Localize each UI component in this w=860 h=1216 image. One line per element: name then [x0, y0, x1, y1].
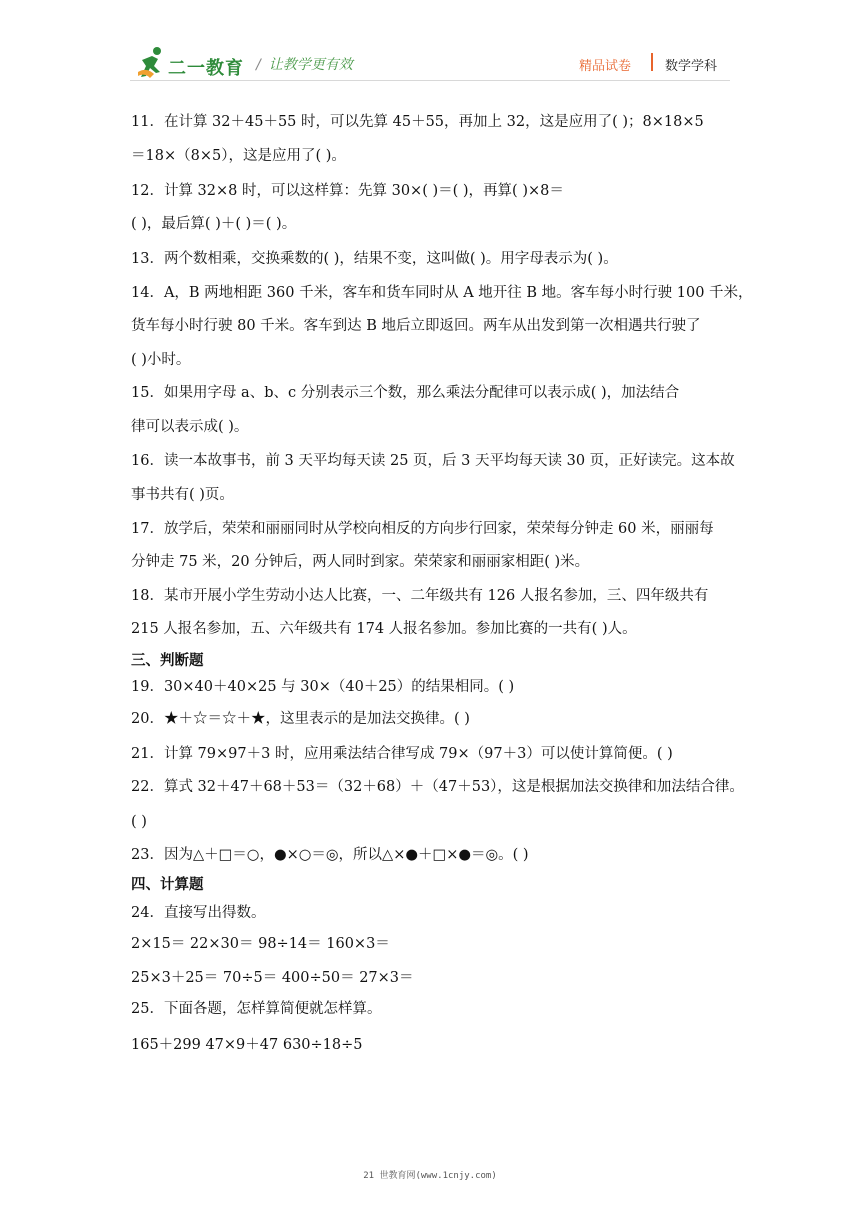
page-header	[0, 0, 860, 90]
question-line: 17．放学后，荣荣和丽丽同时从学校向相反的方向步行回家，荣荣每分钟走 60 米，丽丽每	[131, 521, 714, 537]
slogan-text: 让教学更有效	[268, 57, 353, 73]
question-line: 货车每小时行驶 80 千米。客车到达 B 地后立即返回。两车从出发到第一次相遇共行驶了	[131, 318, 701, 334]
paper-tag: 精品试卷	[579, 59, 632, 74]
brand-name: 二一教育	[168, 58, 244, 79]
question-line: 事书共有( )页。	[131, 487, 234, 503]
slogan: / 让教学更有效	[256, 57, 353, 73]
section-heading: 四、计算题	[131, 877, 204, 893]
question-line: ( )，最后算( )＋( )＝( )。	[131, 216, 297, 232]
tag-divider	[651, 53, 653, 71]
question-line: 25×3＋25＝ 70÷5＝ 400÷50＝ 27×3＝	[131, 970, 414, 986]
question-line: 23．因为△＋□＝○，●×○＝◎，所以△×●＋□×●＝◎。( )	[131, 847, 529, 863]
runner-icon	[136, 46, 166, 80]
question-line: 18．某市开展小学生劳动小达人比赛，一、二年级共有 126 人报名参加，三、四年级共有	[131, 588, 709, 604]
question-line: ＝18×（8×5），这是应用了( )。	[131, 148, 346, 164]
question-line: 24．直接写出得数。	[131, 905, 266, 921]
header-rule	[130, 80, 730, 81]
question-line: 215 人报名参加，五、六年级共有 174 人报名参加。参加比赛的一共有( )人。	[131, 621, 637, 637]
question-line: 律可以表示成( )。	[131, 419, 249, 435]
question-line: 11．在计算 32＋45＋55 时，可以先算 45＋55，再加上 32，这是应用了( )；8×18×5	[131, 114, 704, 130]
question-line: 13．两个数相乘，交换乘数的( )，结果不变，这叫做( )。用字母表示为( )。	[131, 251, 618, 267]
question-line: 20．★＋☆＝☆＋★，这里表示的是加法交换律。( )	[131, 711, 470, 727]
question-line: 14．A，B 两地相距 360 千米，客车和货车同时从 A 地开往 B 地。客车每小时行驶 100 千米，	[131, 285, 753, 301]
brand-logo	[136, 46, 248, 82]
question-line: 12．计算 32×8 时，可以这样算：先算 30×( )＝( )，再算( )×8＝	[131, 183, 564, 199]
question-line: ( )小时。	[131, 352, 191, 368]
question-line: 25．下面各题，怎样算简便就怎样算。	[131, 1001, 382, 1017]
question-line: 21．计算 79×97＋3 时，应用乘法结合律写成 79×（97＋3）可以使计算简便。( )	[131, 746, 673, 762]
question-line: 165＋299 47×9＋47 630÷18÷5	[131, 1037, 363, 1053]
page-footer: 21 世教育网(www.1cnjy.com)	[363, 1171, 497, 1181]
question-line: 15．如果用字母 a、b、c 分别表示三个数，那么乘法分配律可以表示成( )，加法结合	[131, 385, 680, 401]
question-line: 分钟走 75 米，20 分钟后，两人同时到家。荣荣家和丽丽家相距( )米。	[131, 554, 590, 570]
question-line: 2×15＝ 22×30＝ 98÷14＝ 160×3＝	[131, 936, 390, 952]
section-heading: 三、判断题	[131, 653, 204, 669]
question-line: 19．30×40＋40×25 与 30×（40＋25）的结果相同。( )	[131, 679, 515, 695]
question-line: 16．读一本故事书，前 3 天平均每天读 25 页，后 3 天平均每天读 30 页，正好读完。这本故	[131, 453, 735, 469]
question-line: ( )	[131, 814, 147, 830]
subject-label: 数学学科	[665, 59, 718, 74]
question-line: 22．算式 32＋47＋68＋53＝（32＋68）＋（47＋53），这是根据加法交换律和加法结合律。	[131, 779, 744, 795]
